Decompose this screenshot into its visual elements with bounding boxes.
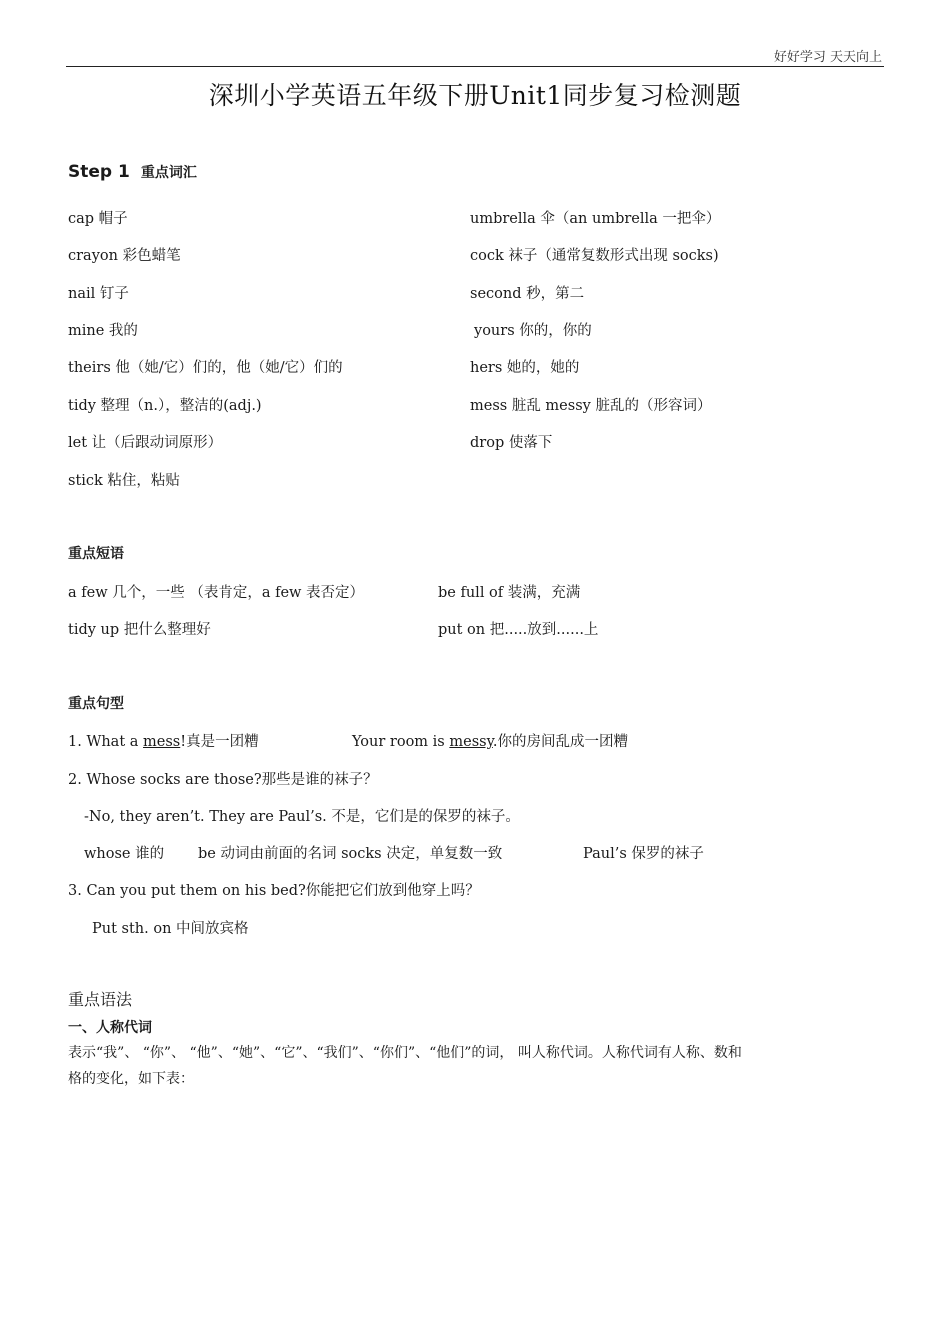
vocab-right-item: yours 你的，你的 (474, 323, 592, 339)
vocab-left-item: tidy 整理（n.），整洁的(adj.) (68, 398, 262, 414)
vocab-left-item: theirs 他（她/它）们的，他（她/它）们的 (68, 360, 343, 376)
vocab-left-item: let 让（后跟动词原形） (68, 435, 223, 451)
vocab-right-item: cock 袜子（通常复数形式出现 socks) (470, 248, 719, 264)
sentence-2-note: be 动词由前面的名词 socks 决定，单复数一致 (198, 846, 503, 862)
grammar-subheading: 一、人称代词 (68, 1020, 152, 1036)
sentence-3-note: Put sth. on 中间放宾格 (92, 921, 249, 937)
sentence-2-note: Paul’s 保罗的袜子 (583, 846, 704, 862)
vocab-left-item: cap 帽子 (68, 211, 128, 227)
vocab-left-item: stick 粘住，粘贴 (68, 473, 180, 489)
sentence-1a (68, 730, 259, 751)
sentence-3: 3. Can you put them on his bed?你能把它们放到他穿上吗？ (68, 883, 480, 899)
vocab-left-item: crayon 彩色蜡笔 (68, 248, 181, 264)
vocab-right-item: drop 使落下 (470, 435, 553, 451)
vocab-left-item: mine 我的 (68, 323, 138, 339)
header-rule (66, 66, 884, 67)
grammar-paragraph-line: 格的变化，如下表： (68, 1071, 194, 1087)
vocab-left-item: nail 钉子 (68, 286, 129, 302)
phrases-heading: 重点短语 (68, 546, 124, 562)
phrase-item: tidy up 把什么整理好 (68, 622, 211, 638)
sentence-1b (352, 730, 628, 751)
sentence-1a-prefix: 1. What a (68, 734, 144, 750)
sentence-2-answer: -No, they aren’t. They are Paul’s. 不是，它们是的保罗的袜子。 (84, 809, 520, 825)
vocab-right-item: mess 脏乱 messy 脏乱的（形容词） (470, 398, 712, 414)
header-motto: 好好学习 天天向上 (773, 50, 882, 65)
grammar-paragraph-line: 表示“我”、 “你”、 “他”、“她”、“它”、“我们”、“你们”、“他们”的词， 叫人称代词。人称代词有人称、数和 (68, 1045, 742, 1061)
sentence-1b-suffix: .你的房间乱成一团糟 (492, 734, 628, 750)
step1-label: 重点词汇 (140, 165, 197, 181)
sentences-heading: 重点句型 (68, 696, 124, 712)
sentence-1b-keyword: messy (449, 734, 493, 750)
phrase-item: a few 几个，一些 （表肯定，a few 表否定） (68, 585, 365, 601)
step1-number: Step 1 (68, 162, 130, 182)
vocab-right-item: hers 她的，她的 (470, 360, 580, 376)
sentence-1a-keyword: mess (143, 734, 181, 750)
sentence-1a-suffix: !真是一团糟 (180, 734, 259, 750)
vocab-right-item: umbrella 伞（an umbrella 一把伞） (470, 211, 721, 227)
vocab-right-item: second 秒，第二 (470, 286, 585, 302)
sentence-2: 2. Whose socks are those?那些是谁的袜子？ (68, 772, 378, 788)
phrase-item: put on 把.....放到......上 (438, 622, 599, 638)
sentence-1b-prefix: Your room is (352, 734, 450, 750)
grammar-heading: 重点语法 (68, 990, 133, 1009)
phrase-item: be full of 装满，充满 (438, 585, 581, 601)
sentence-2-note: whose 谁的 (84, 846, 165, 862)
step1-heading (68, 162, 197, 182)
page-title: 深圳小学英语五年级下册Unit1同步复习检测题 (208, 81, 742, 110)
